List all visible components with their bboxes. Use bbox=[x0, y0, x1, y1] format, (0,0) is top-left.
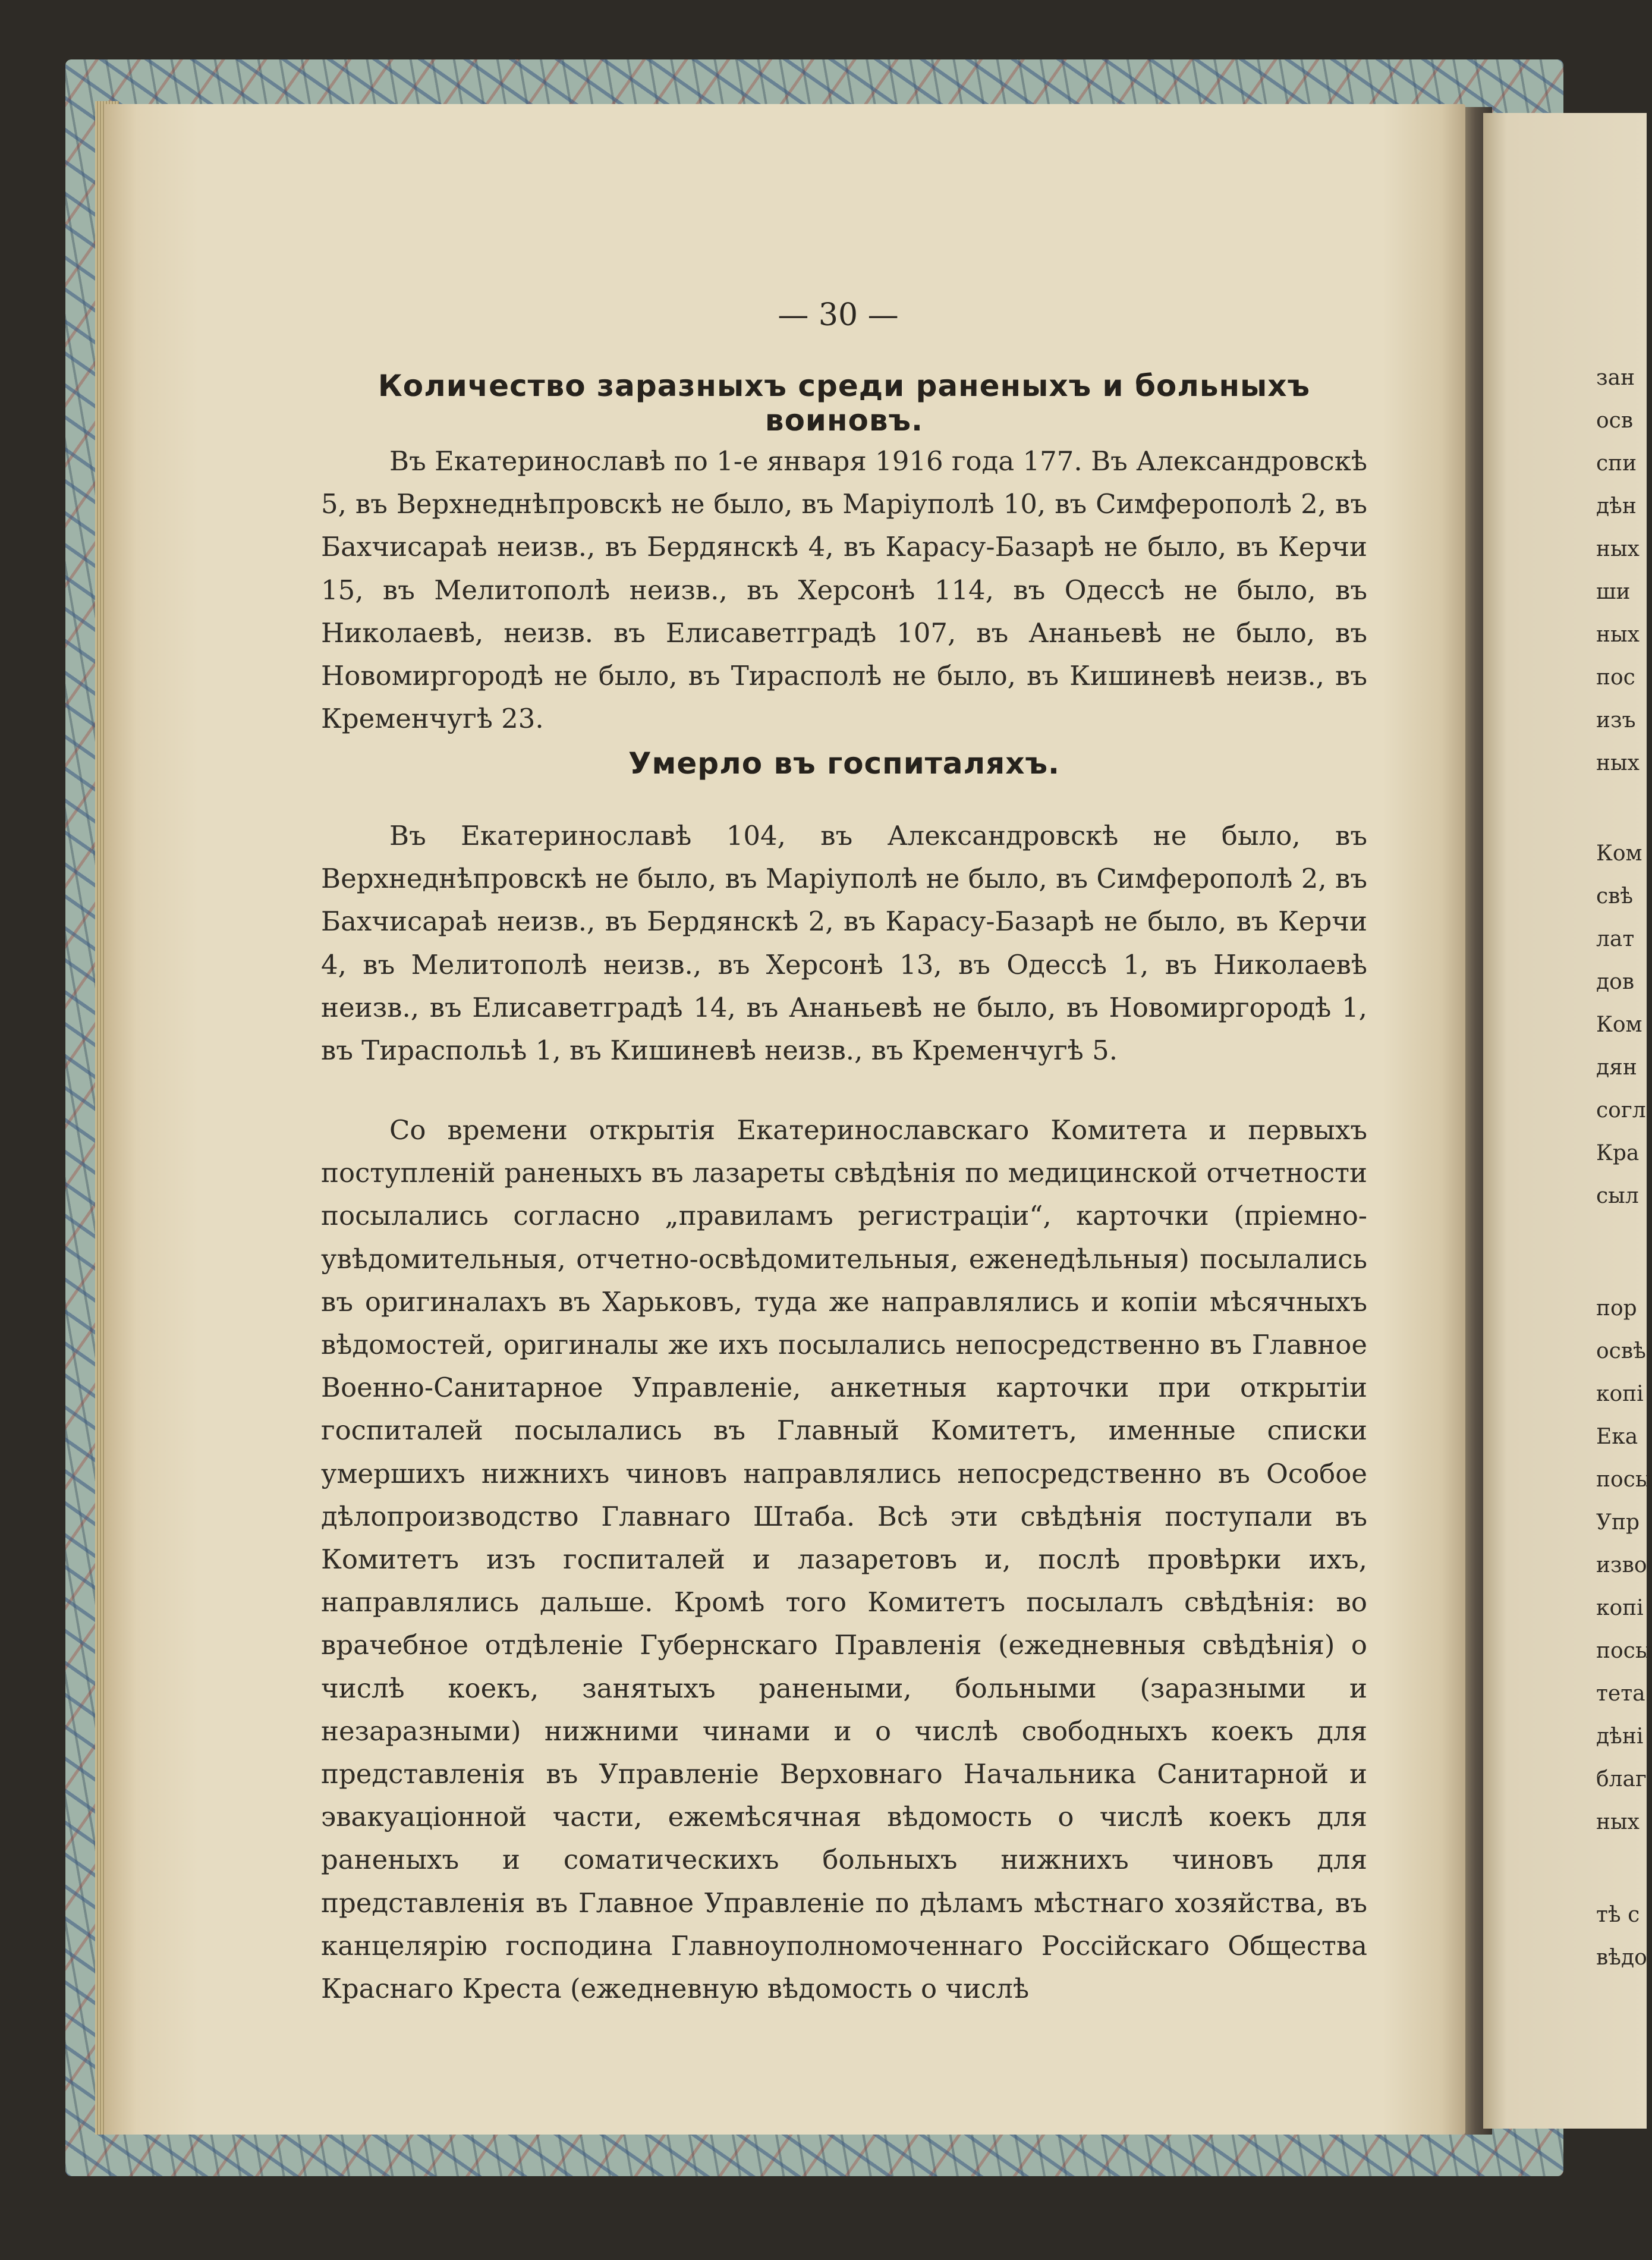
facing-page-fragment: Ком bbox=[1596, 1013, 1642, 1037]
section-heading-contagious: Количество заразныхъ среди раненыхъ и больныхъ воиновъ. bbox=[377, 369, 1311, 438]
facing-page-fragment: Ека bbox=[1596, 1425, 1638, 1449]
facing-page-fragment: ных bbox=[1596, 623, 1640, 647]
facing-page-fragment: ных bbox=[1596, 751, 1640, 775]
facing-page-fragment: изъ bbox=[1596, 708, 1636, 733]
facing-page-fragment: тета bbox=[1596, 1681, 1645, 1706]
facing-page-fragment: лат bbox=[1596, 927, 1635, 951]
facing-page-fragment: Ком bbox=[1596, 841, 1642, 866]
facing-page-fragment: ных bbox=[1596, 1810, 1640, 1834]
facing-page-fragment: осв bbox=[1596, 408, 1634, 433]
facing-page-fragment: дян bbox=[1596, 1055, 1637, 1080]
facing-page-fragment: Упр bbox=[1596, 1510, 1640, 1535]
paragraph-reporting: Со времени открытія Екатеринославскаго Комитета и первыхъ поступленій раненыхъ въ лазареты свѣдѣнія по медицинской отчетности посылались согласно „правиламъ регистраціи“, карточки (пріемно-увѣдомительныя, отчетно-освѣдомительныя, еженедѣльныя) посылались въ оригиналахъ въ Харьковъ, туда же направлялись и копіи мѣсячныхъ вѣдомостей, оригиналы же ихъ посылались непосредственно въ Главное Военно-Санитарное Управленіе, анкетныя карточки при открытіи госпиталей посылались въ Главный Комитетъ, именные списки умершихъ нижнихъ чиновъ направлялись непосредственно въ Особое дѣлопроизводство Главнаго Штаба. Всѣ эти свѣдѣнія поступали въ Комитетъ изъ госпиталей и лазаретовъ и, послѣ провѣрки ихъ, направлялись дальше. Кромѣ того Комитетъ посылалъ свѣдѣнія: во врачебное отдѣленіе Губернскаго Правленія (ежедневныя свѣдѣнія) о числѣ коекъ, занятыхъ ранеными, больными (заразными и незаразными) нижними чинами и о числѣ свободныхъ коекъ для представленія въ Управленіе Верховнаго Начальника Санитарной и эвакуаціонной части, ежемѣсячная вѣдомость о числѣ коекъ для раненыхъ и соматическихъ больныхъ нижнихъ чиновъ для представленія въ Главное Управленіе по дѣламъ мѣстнаго хозяйства, въ канцелярію господина Главноуполномоченнаго Россійскаго Общества Краснаго Креста (ежедневную вѣдомость о числѣ bbox=[321, 1114, 1367, 2005]
section-heading-died: Умерло въ госпиталяхъ. bbox=[628, 746, 1061, 781]
facing-page-fragment: спи bbox=[1596, 451, 1637, 476]
facing-page-fragment: согл bbox=[1596, 1098, 1646, 1123]
facing-page-fragment: сыл bbox=[1596, 1184, 1639, 1208]
facing-page-fragment: тѣ с bbox=[1596, 1903, 1640, 1927]
page-number: — 30 — bbox=[778, 297, 899, 333]
facing-page-fragment: пос bbox=[1596, 665, 1635, 690]
facing-page-fragment: дѣн bbox=[1596, 494, 1637, 518]
facing-page-fragment: освѣ bbox=[1596, 1339, 1646, 1363]
paragraph-contagious-counts: Въ Екатеринославѣ по 1-е января 1916 года 177. Въ Александровскѣ 5, въ Верхнеднѣпровскѣ не было, въ Маріуполѣ 10, въ Симферополѣ 2, въ Бахчисараѣ неизв., въ Бердянскѣ 4, въ Карасу-Базарѣ не было, въ Керчи 15, въ Мелитополѣ неизв., въ Херсонѣ 114, въ Одессѣ не было, въ Николаевѣ, неизв. въ Елисаветградѣ 107, въ Ананьевѣ не было, въ Новомиргородѣ не было, въ Тирасполѣ не было, въ Кишиневѣ неизв., въ Кременчугѣ 23. bbox=[321, 445, 1367, 735]
facing-page-fragment: благ bbox=[1596, 1767, 1647, 1791]
facing-page-fragment: изво bbox=[1596, 1553, 1647, 1577]
facing-page-fragment: дѣні bbox=[1596, 1724, 1644, 1749]
facing-page-fragment: пор bbox=[1596, 1296, 1637, 1321]
facing-page-fragment: Кра bbox=[1596, 1141, 1640, 1165]
facing-page-fragment: ных bbox=[1596, 537, 1640, 561]
facing-page-fragment: копі bbox=[1596, 1382, 1644, 1406]
facing-page-fragment: ши bbox=[1596, 580, 1631, 604]
facing-page-fragment: вѣдо bbox=[1596, 1945, 1647, 1970]
paragraph-died-counts: Въ Екатеринославѣ 104, въ Александровскѣ не было, въ Верхнеднѣпровскѣ не было, въ Маріуполѣ не было, въ Симферополѣ 2, въ Бахчисараѣ неизв., въ Бердянскѣ 2, въ Карасу-Базарѣ не было, въ Керчи 4, въ Мелитополѣ неизв., въ Херсонѣ 13, въ Одессѣ 1, въ Николаевѣ неизв., въ Елисаветградѣ 14, въ Ананьевѣ не было, въ Новомиргородѣ 1, въ Тираспольѣ 1, въ Кишиневѣ неизв., въ Кременчугѣ 5. bbox=[321, 820, 1367, 1067]
facing-page bbox=[1483, 113, 1652, 2129]
facing-page-fragment: дов bbox=[1596, 970, 1635, 994]
facing-page-fragment: зан bbox=[1596, 366, 1635, 390]
facing-page-fragment: посы bbox=[1596, 1639, 1652, 1663]
facing-page-fragment: посы bbox=[1596, 1467, 1652, 1492]
facing-page-fragment: свѣ bbox=[1596, 884, 1634, 909]
facing-page-fragment: копі bbox=[1596, 1596, 1644, 1620]
